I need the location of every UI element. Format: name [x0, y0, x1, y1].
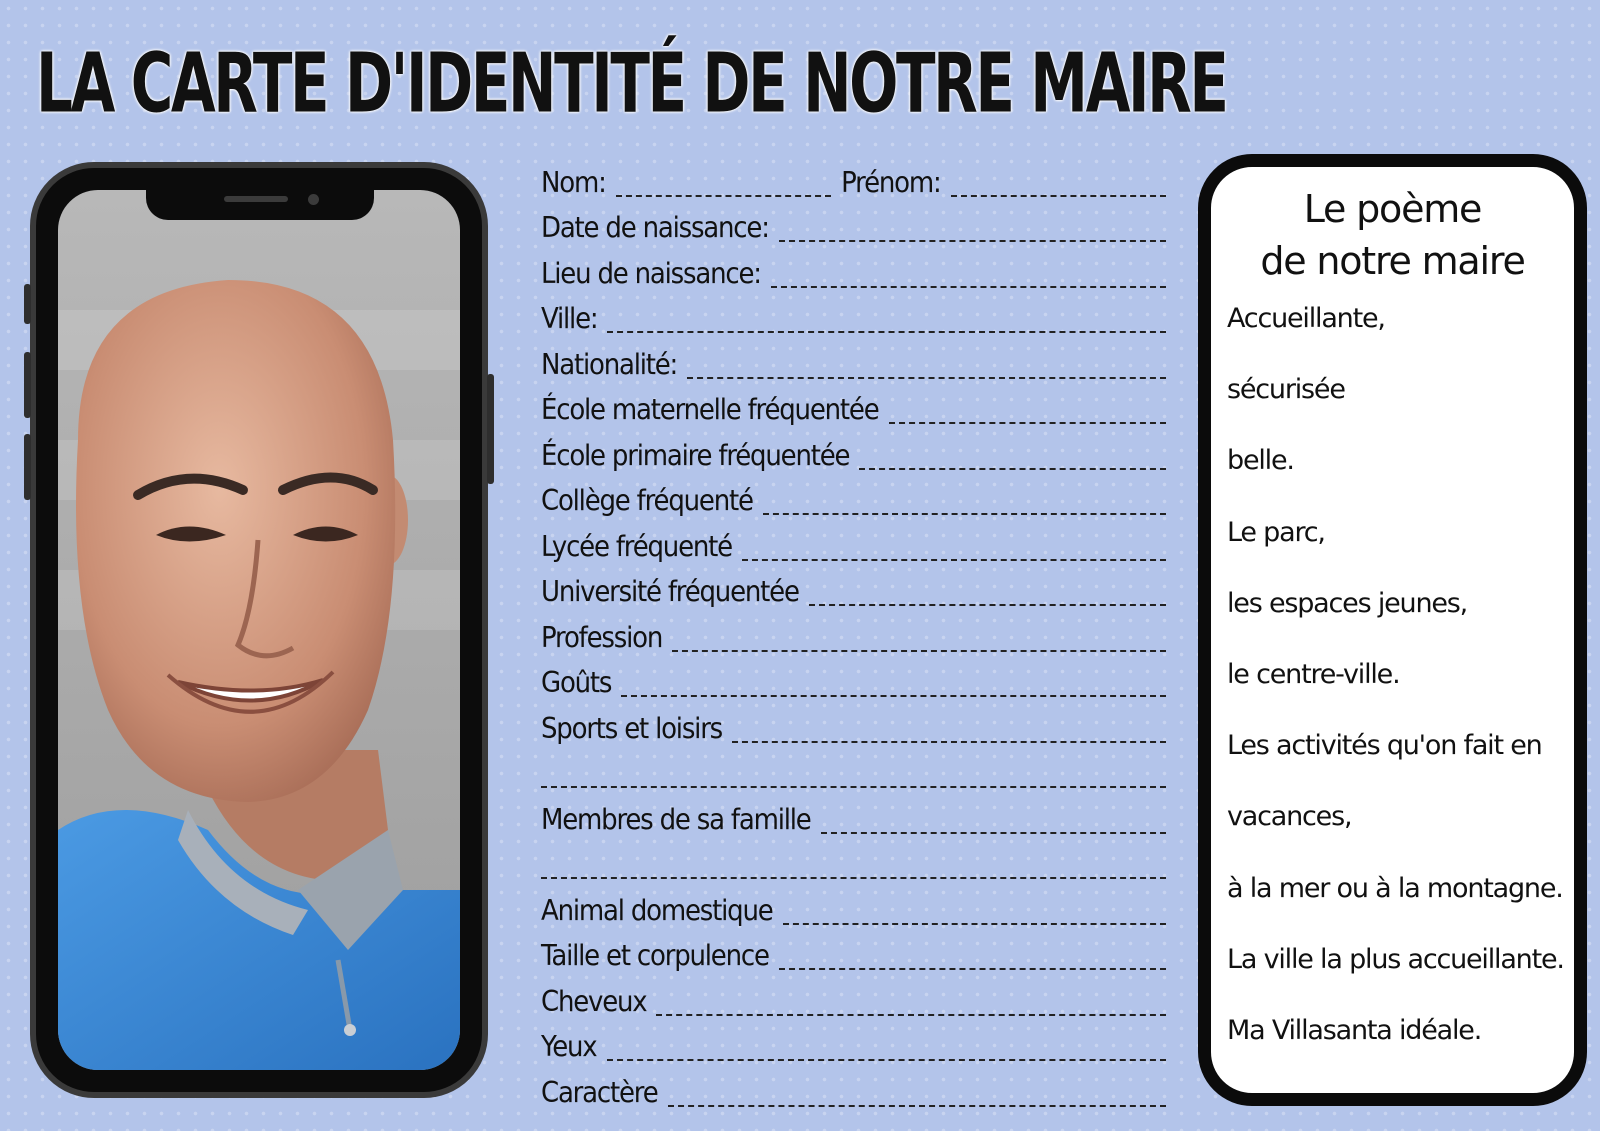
form-field[interactable] [889, 422, 1167, 424]
form-label: Animal domestique [541, 894, 773, 928]
poem-card [1198, 154, 1587, 1106]
phone-frame [30, 162, 488, 1098]
form-field[interactable] [771, 286, 1166, 288]
form-field[interactable] [621, 695, 1166, 697]
poem-lines [1227, 303, 1564, 1086]
form-row [541, 934, 1166, 980]
speaker-icon [224, 196, 288, 202]
form-label: Université fréquentée [541, 576, 799, 609]
form-row [541, 797, 1166, 843]
form-label: Sports et loisirs [541, 712, 723, 746]
form-field[interactable] [672, 650, 1166, 652]
phone-screen [58, 190, 460, 1070]
poem-line: La ville la plus accueillante. [1227, 943, 1564, 975]
camera-icon [308, 194, 319, 205]
poem-line: Le parc, [1227, 516, 1325, 548]
form-label: Profession [541, 621, 663, 655]
form-label: Taille et corpulence [541, 940, 769, 973]
form-row-continuation [541, 752, 1166, 798]
phone-volume-down-button [24, 434, 31, 500]
form-row [541, 433, 1166, 479]
poem-line: le centre-ville. [1227, 658, 1400, 690]
form-field[interactable] [687, 377, 1166, 379]
form-row [541, 479, 1166, 525]
poem-title [1211, 183, 1574, 287]
poem-title-line: de notre maire [1260, 239, 1525, 283]
form-field[interactable] [859, 468, 1166, 470]
form-label: Caractère [541, 1076, 658, 1110]
form-label: Collège fréquenté [541, 485, 753, 518]
phone-volume-up-button [24, 352, 31, 418]
poem-line: sécurisée [1227, 374, 1345, 406]
form-field[interactable] [779, 968, 1166, 970]
form-field[interactable] [783, 923, 1166, 925]
form-row [541, 297, 1166, 343]
poem-title-line: Le poème [1303, 187, 1482, 231]
form-label: Membres de sa famille [541, 803, 811, 837]
form-row [541, 979, 1166, 1025]
form-row [541, 524, 1166, 570]
form-row [541, 342, 1166, 388]
poem-line: à la mer ou à la montagne. [1227, 872, 1563, 904]
form-label: École maternelle fréquentée [541, 394, 879, 427]
form-field[interactable] [732, 741, 1166, 743]
poem-line: les espaces jeunes, [1227, 587, 1468, 619]
phone-notch [146, 190, 374, 220]
form-row [541, 615, 1166, 661]
poem-line: Ma Villasanta idéale. [1227, 1014, 1482, 1046]
form-field[interactable] [763, 513, 1166, 515]
page-title: LA CARTE D'IDENTITÉ DE NOTRE MAIRE [36, 35, 1227, 131]
poem-line: Les activités qu'on fait en [1227, 730, 1542, 762]
form-label: Goûts [541, 667, 612, 700]
poem-line: belle. [1227, 445, 1294, 477]
form-label: Ville: [541, 303, 598, 336]
form-row-continuation [541, 843, 1166, 889]
form-row [541, 1070, 1166, 1116]
form-field-continuation[interactable] [541, 877, 1166, 879]
form-field[interactable] [779, 240, 1166, 242]
form-label: Date de naissance: [541, 212, 769, 245]
form-field[interactable] [607, 1059, 1167, 1061]
form-field[interactable] [656, 1014, 1166, 1016]
form-label: Yeux [541, 1031, 597, 1064]
form-label: Lycée fréquenté [541, 530, 732, 564]
form-field[interactable] [809, 604, 1166, 606]
form-row [541, 206, 1166, 252]
form-field[interactable] [668, 1105, 1166, 1107]
form-row [541, 706, 1166, 752]
poem-line: vacances, [1227, 801, 1352, 833]
form-field[interactable] [821, 832, 1166, 834]
form-field[interactable] [607, 331, 1166, 333]
form-label-nom: Nom: [541, 166, 606, 200]
form-label: École primaire fréquentée [541, 439, 850, 473]
form-row [541, 888, 1166, 934]
form-row-nom-prenom [541, 160, 1166, 206]
form-label: Nationalité: [541, 348, 678, 382]
phone-silent-switch [24, 284, 31, 324]
prenom-field[interactable] [951, 195, 1166, 197]
mayor-portrait-photo [58, 190, 460, 1070]
poem-line: Accueillante, [1227, 303, 1385, 334]
identity-form [541, 160, 1166, 1116]
form-label-prenom: Prénom: [841, 166, 941, 200]
form-row [541, 570, 1166, 616]
form-row [541, 1025, 1166, 1071]
phone-power-button [487, 374, 494, 484]
form-label: Cheveux [541, 985, 647, 1019]
form-field[interactable] [742, 559, 1166, 561]
form-row [541, 661, 1166, 707]
nom-field[interactable] [616, 195, 831, 197]
form-field-continuation[interactable] [541, 786, 1166, 788]
form-label: Lieu de naissance: [541, 257, 761, 291]
form-row [541, 388, 1166, 434]
form-row [541, 251, 1166, 297]
